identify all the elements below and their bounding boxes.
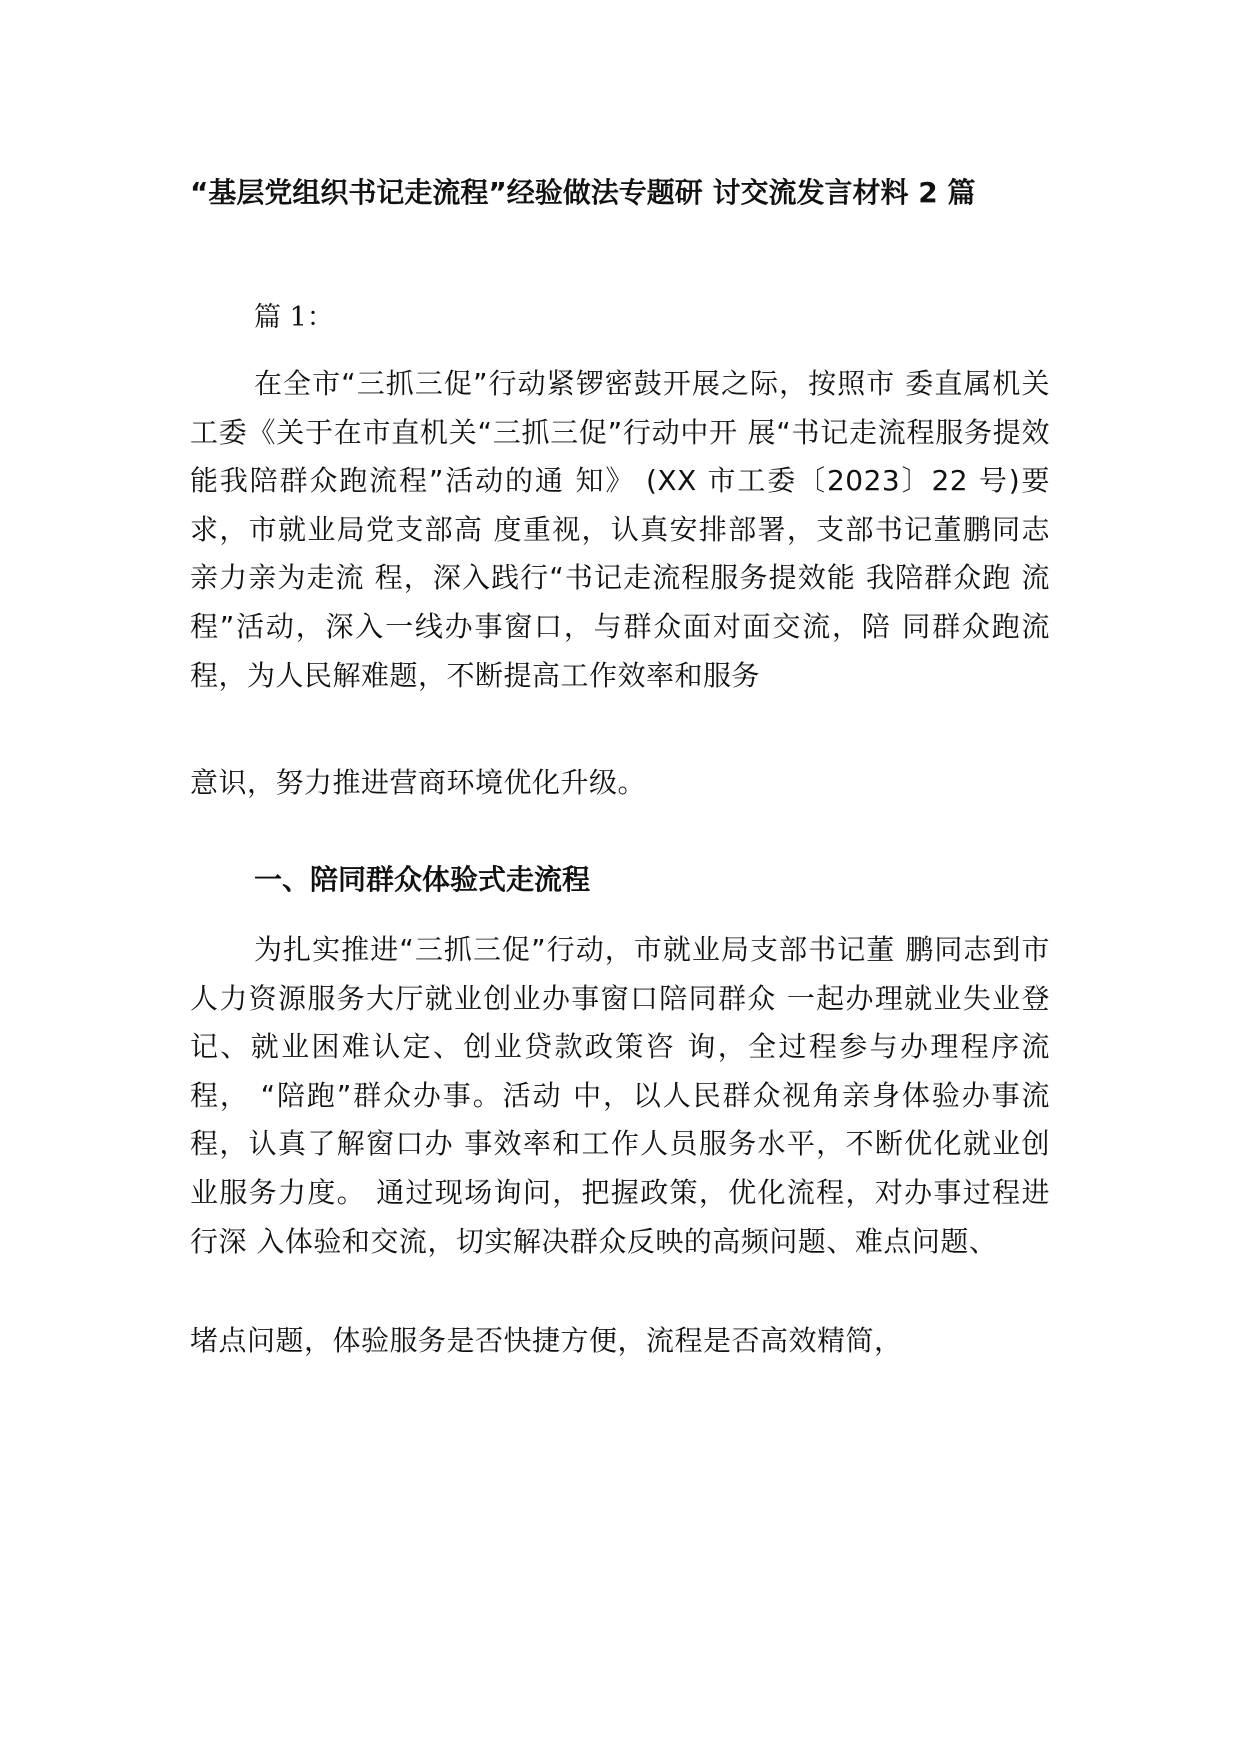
body-paragraph-1-continued: 意识，努力推进营商环境优化升级。: [190, 766, 647, 799]
body-paragraph-1: 在全市“三抓三促”行动紧锣密鼓开展之际，按照市 委直属机关工委《关于在市直机关“三抓三促”行动中开 展“书记走流程服务提效能我陪群众跑流程”活动的通 知》 (XX 市工委〔2023〕22 号)要求，市就业局党支部高 度重视，认真安排部署，支部书记董鹏同志亲力亲为走流 程，深入践行“书记走流程服务提效能 我陪群众跑 流程”活动，深入一线办事窗口，与群众面对面交流，陪 同群众跑流程，为人民解难题，不断提高工作效率和服务: [190, 367, 1050, 692]
section-heading-1: 一、陪同群众体验式走流程: [254, 863, 591, 896]
section-label: 篇 1：: [254, 302, 334, 333]
body-paragraph-2-continued: 堵点问题，体验服务是否快捷方便，流程是否高效精简，: [190, 1324, 903, 1357]
body-paragraph-2: 为扎实推进“三抓三促”行动，市就业局支部书记董 鹏同志到市人力资源服务大厅就业创业办事窗口陪同群众 一起办理就业失业登记、就业困难认定、创业贷款政策咨 询，全过程参与办理程序流程， “陪跑”群众办事。活动 中，以人民群众视角亲身体验办事流程，认真了解窗口办 事效率和工作人员服务水平，不断优化就业创业服务力度。 通过现场询问，把握政策，优化流程，对办事过程进行深 入体验和交流，切实解决群众反映的高频问题、难点问题、: [190, 933, 1050, 1258]
document-title: “基层党组织书记走流程”经验做法专题研 讨交流发言材料 2 篇: [190, 176, 976, 209]
